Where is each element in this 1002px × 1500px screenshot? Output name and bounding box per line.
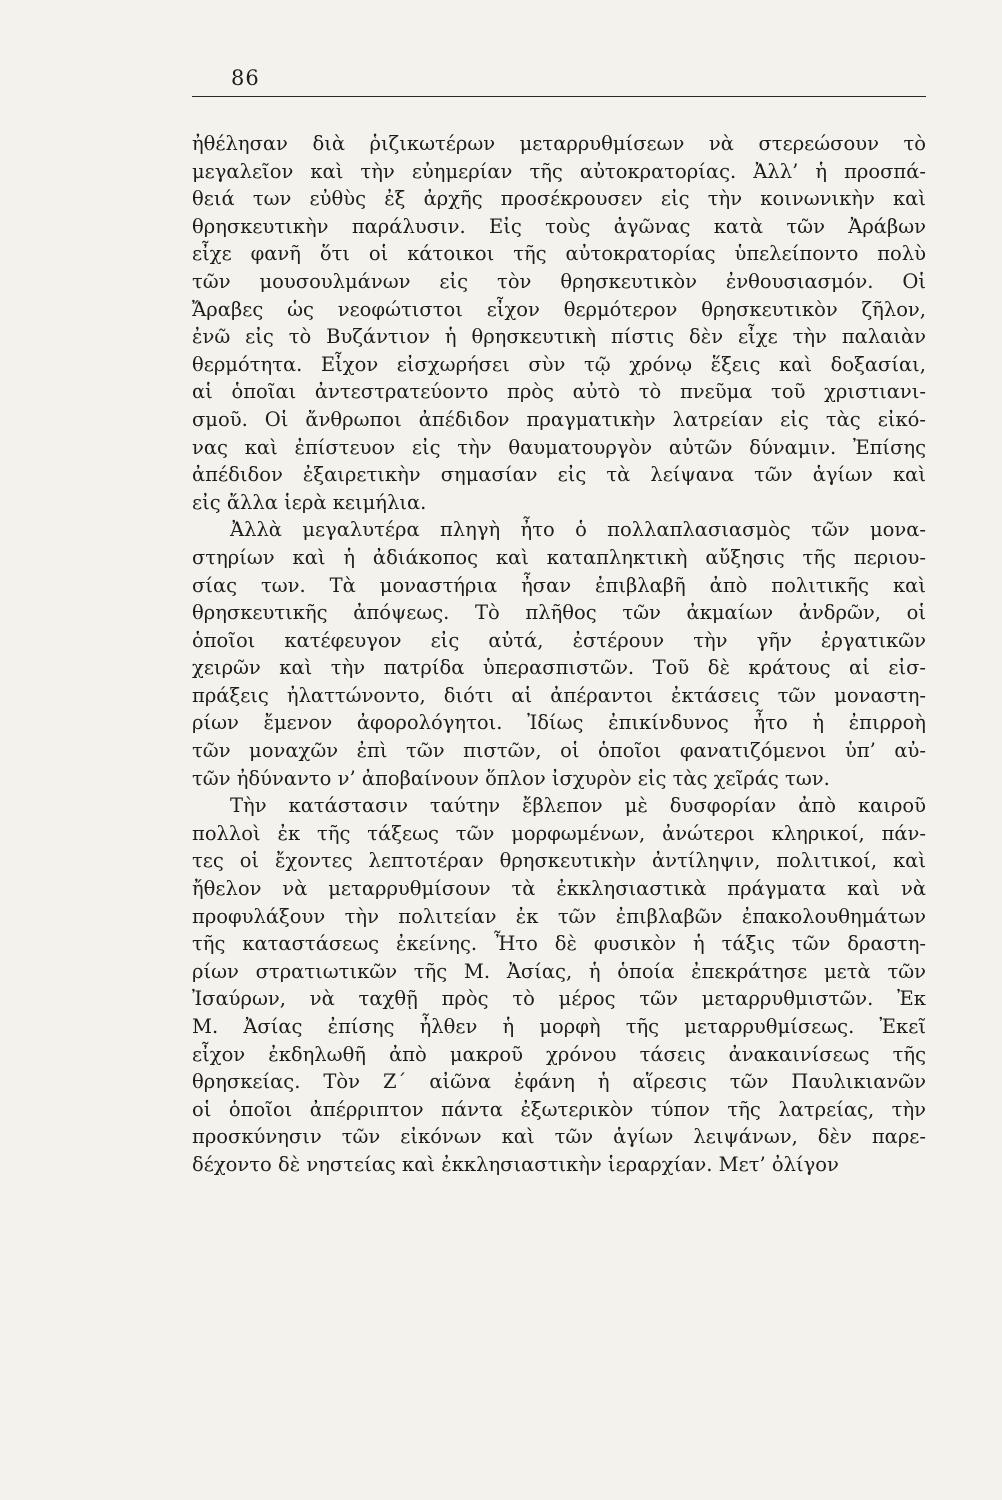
paragraph (192, 130, 926, 516)
text-line: αἱ ὁποῖαι ἀντεστρατεύοντο πρὸς αὐτὸ τὸ πνεῦμα τοῦ χριστιανι- (192, 380, 926, 404)
text-line: τες οἱ ἔχοντες λεπτοτέραν θρησκευτικὴν ἀντίληψιν, πολιτικοί, καὶ (192, 849, 926, 873)
text-line: πράξεις ἠλαττώνοντο, διότι αἱ ἀπέραντοι ἐκτάσεις τῶν μοναστη- (192, 683, 926, 707)
text-line: Τὴν κατάστασιν ταύτην ἔβλεπον μὲ δυσφορίαν ἀπὸ καιροῦ (230, 794, 926, 818)
paragraph (192, 792, 926, 1178)
text-line: θρησκευτικῆς ἀπόψεως. Τὸ πλῆθος τῶν ἀκμαίων ἀνδρῶν, οἱ (192, 601, 926, 625)
text-line: εἰς ἄλλα ἱερὰ κειμήλια. (192, 490, 427, 514)
text-line: θρησκείας. Τὸν Ζ΄ αἰῶνα ἐφάνη ἡ αἵρεσις τῶν Παυλικιανῶν (192, 1070, 926, 1094)
text-line: τῆς καταστάσεως ἐκείνης. Ἦτο δὲ φυσικὸν ἡ τάξις τῶν δραστη- (192, 932, 926, 956)
text-line: δέχοντο δὲ νηστείας καὶ ἐκκλησιαστικὴν ἱεραρχίαν. Μετ’ ὀλίγον (192, 1152, 839, 1176)
text-line: ὁποῖοι κατέφευγον εἰς αὐτά, ἐστέρουν τὴν γῆν ἐργατικῶν (192, 628, 926, 652)
text-line: ἤθελον νὰ μεταρρυθμίσουν τὰ ἐκκλησιαστικὰ πράγματα καὶ νὰ (192, 877, 926, 901)
text-line: στηρίων καὶ ἡ ἀδιάκοπος καὶ καταπληκτικὴ αὔξησις τῆς περιου- (192, 545, 926, 569)
text-line: προσκύνησιν τῶν εἰκόνων καὶ τῶν ἁγίων λειψάνων, δὲν παρε- (192, 1125, 926, 1149)
text-line: τῶν μοναχῶν ἐπὶ τῶν πιστῶν, οἱ ὁποῖοι φανατιζόμενοι ὑπ’ αὐ- (192, 739, 926, 763)
text-line: θειά των εὐθὺς ἐξ ἀρχῆς προσέκρουσεν εἰς τὴν κοινωνικὴν καὶ (192, 187, 926, 211)
text-line: εἶχον ἐκδηλωθῆ ἀπὸ μακροῦ χρόνου τάσεις ἀνακαινίσεως τῆς (192, 1042, 926, 1066)
text-line: τῶν μουσουλμάνων εἰς τὸν θρησκευτικὸν ἐνθουσιασμόν. Οἱ (192, 269, 926, 293)
text-line: μεγαλεῖον καὶ τὴν εὐημερίαν τῆς αὐτοκρατορίας. Ἀλλ’ ἡ προσπά- (192, 159, 926, 183)
text-line: ἐνῶ εἰς τὸ Βυζάντιον ἡ θρησκευτικὴ πίστις δὲν εἶχε τὴν παλαιὰν (192, 325, 926, 349)
text-line: Ἄραβες ὡς νεοφώτιστοι εἶχον θερμότερον θρησκευτικὸν ζῆλον, (192, 297, 926, 321)
text-line: πολλοὶ ἐκ τῆς τάξεως τῶν μορφωμένων, ἀνώτεροι κληρικοί, πάν- (192, 821, 926, 845)
text-line: τῶν ἠδύναντο ν’ ἀποβαίνουν ὅπλον ἰσχυρὸν εἰς τὰς χεῖράς των. (192, 766, 830, 790)
text-line: Μ. Ἀσίας ἐπίσης ἦλθεν ἡ μορφὴ τῆς μεταρρυθμίσεως. Ἐκεῖ (192, 1015, 926, 1038)
text-line: Ἀλλὰ μεγαλυτέρα πληγὴ ἦτο ὁ πολλαπλασιασμὸς τῶν μονα- (230, 518, 926, 542)
text-line: σίας των. Τὰ μοναστήρια ἦσαν ἐπιβλαβῆ ἀπὸ πολιτικῆς καὶ (192, 573, 926, 597)
text-line: εἶχε φανῆ ὅτι οἱ κάτοικοι τῆς αὐτοκρατορίας ὑπελείποντο πολὺ (192, 242, 926, 266)
text-line: προφυλάξουν τὴν πολιτείαν ἐκ τῶν ἐπιβλαβῶν ἐπακολουθημάτων (192, 904, 926, 928)
body-text (192, 130, 926, 1179)
text-line: θερμότητα. Εἶχον εἰσχωρήσει σὺν τῷ χρόνῳ ἕξεις καὶ δοξασίαι, (192, 352, 926, 376)
text-line: ἀπέδιδον ἐξαιρετικὴν σημασίαν εἰς τὰ λείψανα τῶν ἁγίων καὶ (192, 463, 926, 487)
text-line: ρίων στρατιωτικῶν τῆς Μ. Ἀσίας, ἡ ὁποία ἐπεκράτησε μετὰ τῶν (192, 959, 926, 983)
text-line: Ἰσαύρων, νὰ ταχθῇ πρὸς τὸ μέρος τῶν μεταρρυθμιστῶν. Ἐκ (192, 987, 926, 1011)
text-line: ρίων ἔμενον ἀφορολόγητοι. Ἰδίως ἐπικίνδυνος ἦτο ἡ ἐπιρροὴ (192, 711, 926, 735)
paragraph (192, 516, 926, 792)
header-rule (192, 96, 926, 97)
text-line: χειρῶν καὶ τὴν πατρίδα ὑπερασπιστῶν. Τοῦ δὲ κράτους αἱ εἰσ- (192, 656, 926, 680)
text-line: νας καὶ ἐπίστευον εἰς τὴν θαυματουργὸν αὐτῶν δύναμιν. Ἐπίσης (192, 435, 926, 459)
text-line: σμοῦ. Οἱ ἄνθρωποι ἀπέδιδον πραγματικὴν λατρείαν εἰς τὰς εἰκό- (192, 407, 926, 431)
text-line: ἠθέλησαν διὰ ῥιζικωτέρων μεταρρυθμίσεων νὰ στερεώσουν τὸ (192, 132, 926, 155)
page-number: 86 (231, 66, 260, 90)
text-line: οἱ ὁποῖοι ἀπέρριπτον πάντα ἐξωτερικὸν τύπον τῆς λατρείας, τὴν (192, 1097, 926, 1121)
text-line: θρησκευτικὴν παράλυσιν. Εἰς τοὺς ἀγῶνας κατὰ τῶν Ἀράβων (192, 214, 926, 238)
